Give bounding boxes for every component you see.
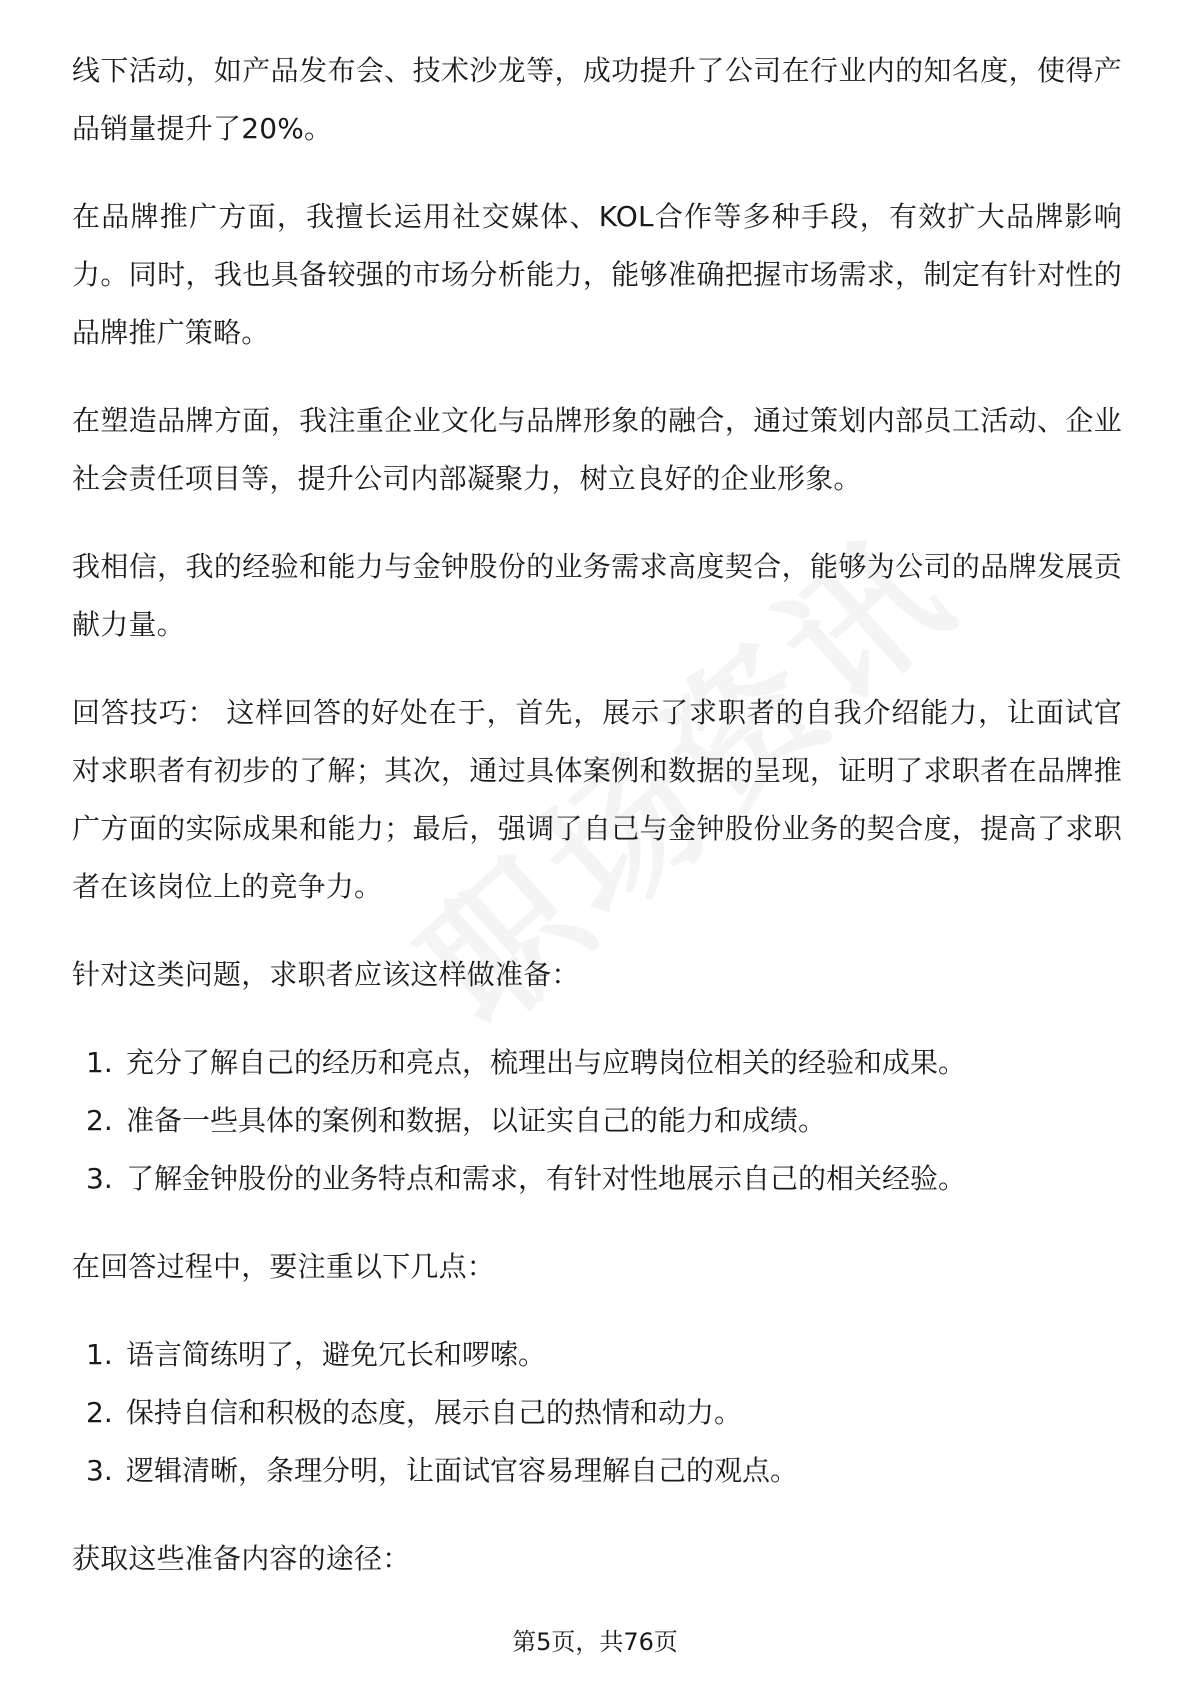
page-number-footer: 第5页，共76页 <box>512 1628 678 1656</box>
document-body <box>72 42 1122 1618</box>
paragraph-brand-promotion: 在品牌推广方面，我擅长运用社交媒体、KOL合作等多种手段，有效扩大品牌影响力。同时，我也具备较强的市场分析能力，能够准确把握市场需求，制定有针对性的品牌推广策略。 <box>72 200 1122 349</box>
list-number: 3. <box>86 1162 113 1195</box>
paragraph-answer-points-intro: 在回答过程中，要注重以下几点： <box>72 1250 496 1283</box>
list-text: 逻辑清晰，条理分明，让面试官容易理解自己的观点。 <box>126 1454 799 1487</box>
list-number: 2. <box>86 1396 113 1429</box>
paragraph-sources-intro: 获取这些准备内容的途径： <box>72 1542 411 1575</box>
paragraph-brand-building: 在塑造品牌方面，我注重企业文化与品牌形象的融合，通过策划内部员工活动、企业社会责任项目等，提升公司内部凝聚力，树立良好的企业形象。 <box>72 404 1122 495</box>
list-text: 语言简练明了，避免冗长和啰嗦。 <box>126 1338 547 1371</box>
list-text: 准备一些具体的案例和数据，以证实自己的能力和成绩。 <box>126 1104 827 1137</box>
answer-points-list <box>72 1326 1122 1500</box>
list-item <box>86 1150 1122 1208</box>
paragraph-answer-tips: 回答技巧： 这样回答的好处在于，首先，展示了求职者的自我介绍能力，让面试官对求职者有初步的了解；其次，通过具体案例和数据的呈现，证明了求职者在品牌推广方面的实际成果和能力；最后，强调了自己与金钟股份业务的契合度，提高了求职者在该岗位上的竞争力。 <box>72 696 1122 903</box>
list-text: 了解金钟股份的业务特点和需求，有针对性地展示自己的相关经验。 <box>126 1162 967 1195</box>
list-item <box>86 1326 1122 1384</box>
list-item <box>86 1442 1122 1500</box>
list-item <box>86 1034 1122 1092</box>
list-number: 1. <box>86 1046 113 1079</box>
list-text: 保持自信和积极的态度，展示自己的热情和动力。 <box>126 1396 743 1429</box>
list-item <box>86 1384 1122 1442</box>
paragraph-activities: 线下活动，如产品发布会、技术沙龙等，成功提升了公司在行业内的知名度，使得产品销量提升了20%。 <box>72 54 1122 145</box>
paragraph-preparation-intro: 针对这类问题，求职者应该这样做准备： <box>72 958 580 991</box>
list-number: 2. <box>86 1104 113 1137</box>
list-item <box>86 1092 1122 1150</box>
preparation-list <box>72 1034 1122 1208</box>
list-number: 3. <box>86 1454 113 1487</box>
list-number: 1. <box>86 1338 113 1371</box>
list-text: 充分了解自己的经历和亮点，梳理出与应聘岗位相关的经验和成果。 <box>126 1046 967 1079</box>
paragraph-belief: 我相信，我的经验和能力与金钟股份的业务需求高度契合，能够为公司的品牌发展贡献力量。 <box>72 550 1122 641</box>
